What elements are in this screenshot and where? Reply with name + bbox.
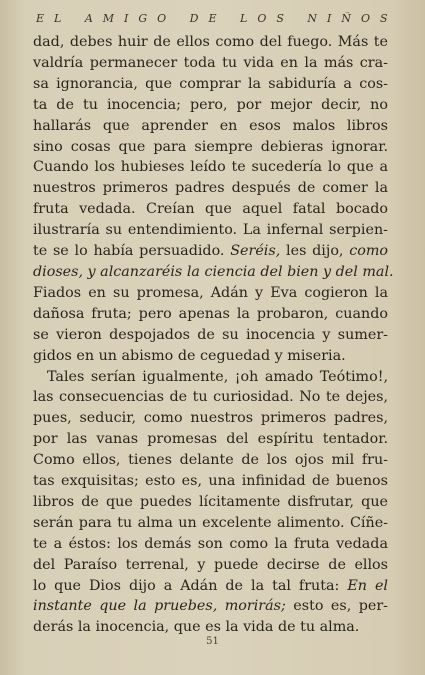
text-line: del Paraíso terrenal, y puede decirse de ellos bbox=[33, 556, 388, 573]
text-line: derás la inocencia, que es la vida de tu alma. bbox=[33, 619, 360, 636]
text-line: las consecuencias de tu curiosidad. No te dejes, bbox=[33, 389, 388, 406]
text-line: tas exquisitas; esto es, una infinidad de buenos bbox=[33, 473, 388, 490]
text-run: lo que Dios dijo a Adán de la tal fruta: bbox=[33, 577, 340, 594]
italic-quote: En el bbox=[347, 577, 388, 594]
text-line: Como ellos, tienes delante de los ojos mil fru- bbox=[33, 452, 388, 469]
text-line: nuestros primeros padres después de comer la bbox=[33, 180, 388, 197]
text-line: ilustraría su entendimiento. La infernal serpien- bbox=[33, 222, 388, 239]
italic-quote: Seréis, bbox=[230, 243, 281, 260]
text-line: se vieron despojados de su inocencia y sumer- bbox=[33, 326, 388, 343]
text-line: pues, seducir, como nuestros primeros padres, bbox=[33, 410, 388, 427]
text-line-mixed bbox=[33, 241, 388, 262]
text-run: les dijo, bbox=[286, 243, 344, 260]
body-text bbox=[33, 32, 394, 638]
paragraph-1 bbox=[33, 32, 394, 367]
text-line: te a éstos: los demás son como la fruta vedada bbox=[33, 535, 388, 552]
text-run: te se lo había persuadido. bbox=[33, 243, 225, 260]
text-line: Cuando los hubieses leído te sucedería lo que a bbox=[33, 159, 388, 176]
text-line: sa ignorancia, que comprar la sabiduría a cos- bbox=[33, 75, 388, 92]
text-line: sino cosas que para siempre debieras ignorar. bbox=[33, 138, 388, 155]
text-line: hallarás que aprender en esos malos libros bbox=[33, 117, 388, 134]
text-run: esto es, per- bbox=[293, 598, 388, 615]
running-header: EL AMIGO DE LOS NIÑOS bbox=[36, 12, 398, 25]
italic-quote-line: dioses, y alcanzaréis la ciencia del bien y del mal. bbox=[33, 263, 394, 280]
italic-quote: instante que la pruebes, morirás; bbox=[33, 598, 286, 615]
text-line-mixed bbox=[33, 576, 388, 597]
paragraph-2 bbox=[33, 367, 388, 639]
italic-quote: como bbox=[349, 243, 389, 260]
text-line: ta de tu inocencia; pero, por mejor decir, no bbox=[33, 96, 388, 113]
text-line: libros de que puedes lícitamente disfrutar, que bbox=[33, 493, 388, 510]
text-line: dañosa fruta; pero apenas la probaron, cuando bbox=[33, 305, 388, 322]
text-line: Fiados en su promesa, Adán y Eva cogieron la bbox=[33, 284, 388, 301]
text-line: valdría permanecer toda tu vida en la más cra- bbox=[33, 54, 388, 71]
text-line-mixed bbox=[33, 596, 388, 617]
text-line: dad, debes huir de ellos como del fuego. Más te bbox=[33, 34, 388, 50]
text-line: por las vanas promesas del espíritu tentador. bbox=[33, 431, 388, 448]
page-number: 51 bbox=[206, 636, 219, 647]
text-line: gidos en un abismo de ceguedad y miseria. bbox=[33, 347, 346, 364]
text-line: Tales serían igualmente, ¡oh amado Teótimo!, bbox=[47, 368, 388, 385]
text-line: serán para tu alma un excelente alimento. Cíñe- bbox=[33, 514, 388, 531]
text-line: fruta vedada. Creían que aquel fatal bocado bbox=[33, 201, 388, 218]
